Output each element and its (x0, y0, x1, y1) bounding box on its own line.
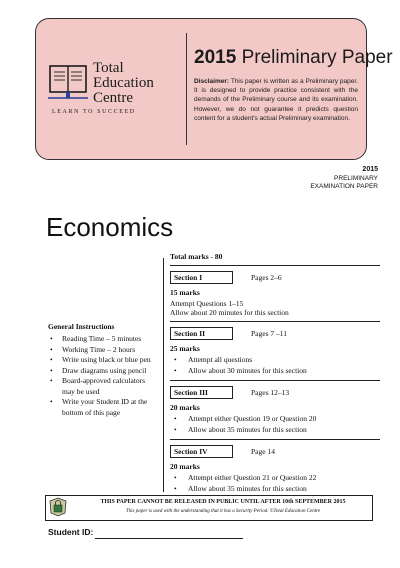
instruction-item: • Board-approved calculators may be used (48, 376, 158, 397)
instruction-item: • Reading Time – 5 minutes (48, 334, 158, 345)
section-3-label: Section III (170, 386, 233, 399)
section-2-label: Section II (170, 327, 233, 340)
paper-type: Preliminary Paper (241, 47, 393, 68)
section-4-marks: 20 marks (170, 462, 200, 471)
section-1-line: Allow about 20 minutes for this section (170, 308, 289, 317)
section-rule (170, 439, 380, 440)
section-2 (170, 327, 380, 376)
general-instructions (48, 322, 158, 418)
banner-divider (186, 33, 187, 145)
section-2-bullet: • Attempt all questions (170, 355, 380, 366)
section-4 (170, 445, 380, 494)
section-1-line: Attempt Questions 1–15 (170, 299, 244, 308)
total-marks: Total marks - 80 (170, 252, 223, 261)
section-4-label: Section IV (170, 445, 233, 458)
section-4-bullet: • Attempt either Question 21 or Question 22 (170, 473, 380, 484)
book-logo-icon (48, 63, 88, 99)
section-1 (170, 271, 380, 317)
section-3-marks: 20 marks (170, 403, 200, 412)
notice-sub: This paper is used with the understanding that it has a Security Period. ©Total Education Centre (125, 509, 321, 514)
info-line-1: PRELIMINARY (334, 174, 378, 182)
section-rule (170, 321, 380, 322)
logo-line-2: Education (93, 75, 154, 91)
info-year: 2015 (362, 166, 378, 173)
section-4-pages: Page 14 (251, 447, 275, 456)
subject-title: Economics (46, 212, 174, 242)
security-seal-icon (48, 497, 68, 517)
section-2-pages: Pages 7 –11 (251, 329, 287, 338)
logo-line-3: Centre (93, 90, 133, 106)
section-4-bullet: • Allow about 35 minutes for this section (170, 484, 380, 495)
section-rule (170, 265, 380, 266)
section-rule (170, 380, 380, 381)
header-banner (35, 18, 393, 160)
instruction-item: • Working Time – 2 hours (48, 345, 158, 356)
notice-main: THIS PAPER CANNOT BE RELEASED IN PUBLIC UNTIL AFTER 10th SEPTEMBER 2015 (100, 499, 346, 505)
section-3-bullet: • Allow about 35 minutes for this section (170, 425, 380, 436)
section-3-pages: Pages 12–13 (251, 388, 290, 397)
exam-info (310, 166, 378, 192)
info-line-2: EXAMINATION PAPER (310, 183, 378, 190)
general-instructions-title: General Instructions (48, 322, 115, 331)
section-2-bullet: • Allow about 30 minutes for this section (170, 366, 380, 377)
disclaimer-label: Disclaimer: (194, 78, 230, 85)
student-id-field[interactable] (95, 538, 243, 539)
logo (48, 61, 178, 123)
paper-year: 2015 (194, 47, 237, 68)
logo-line-1: Total (93, 60, 124, 76)
logo-wordmark (93, 61, 154, 106)
release-notice (45, 495, 373, 521)
student-id-label: Student ID: (48, 527, 94, 537)
logo-tagline: LEARN TO SUCCEED (52, 109, 136, 115)
section-1-pages: Pages 2–6 (251, 273, 282, 282)
section-3-bullet: • Attempt either Question 19 or Question 20 (170, 414, 380, 425)
section-3 (170, 386, 380, 435)
section-1-marks: 15 marks (170, 288, 200, 297)
column-divider (163, 258, 164, 492)
instruction-item: • Write your Student ID at the bottom of this page (48, 397, 158, 418)
disclaimer (194, 77, 358, 123)
sections-column (170, 252, 380, 497)
instruction-item: • Write using black or blue pen (48, 355, 158, 366)
disclaimer-text: This paper is written as a Preliminary paper. It is designed to provide practice consistent with the demands of the Preliminary course and its examination. However, we do not guarantee it predicts question content for a student's actual Preliminary examination. (194, 78, 358, 122)
instruction-item: • Draw diagrams using pencil (48, 366, 158, 377)
section-1-label: Section I (170, 271, 233, 284)
section-2-marks: 25 marks (170, 344, 200, 353)
paper-title (194, 47, 393, 69)
